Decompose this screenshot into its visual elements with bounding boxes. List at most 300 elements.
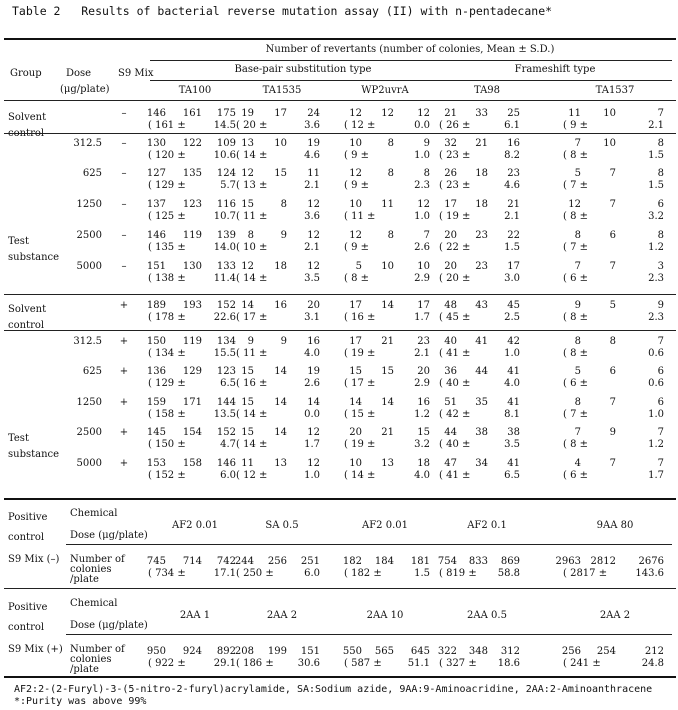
cell-plate-1: 19 bbox=[241, 108, 254, 119]
cell-mean: ( 42 ± bbox=[439, 409, 471, 420]
count-label: colonies bbox=[70, 654, 112, 665]
cell-plate-1: 950 bbox=[146, 646, 166, 657]
cell-sd: 2.1 bbox=[648, 120, 664, 131]
cell-plate-2: 21 bbox=[381, 336, 394, 347]
cell-plate-2: 10 bbox=[603, 138, 616, 149]
row-dose: 625 bbox=[82, 168, 102, 179]
cell-mean: ( 23 ± bbox=[439, 150, 471, 161]
cell-mean: ( 16 ± bbox=[344, 312, 376, 323]
cell-plate-1: 322 bbox=[437, 646, 457, 657]
cell-plate-3: 9 bbox=[423, 138, 430, 149]
cell-plate-2: 21 bbox=[475, 138, 488, 149]
cell-plate-3: 20 bbox=[417, 366, 430, 377]
cell-plate-3: 869 bbox=[500, 556, 520, 567]
positive-chemical: AF2 0.01 bbox=[362, 520, 408, 531]
cell-plate-2: 18 bbox=[475, 168, 488, 179]
cell-plate-1: 26 bbox=[444, 168, 457, 179]
cell-sd: 1.7 bbox=[648, 470, 664, 481]
cell-plate-1: 20 bbox=[349, 427, 362, 438]
cell-plate-2: 5 bbox=[609, 300, 616, 311]
cell-plate-2: 161 bbox=[182, 108, 202, 119]
cell-plate-2: 9 bbox=[609, 427, 616, 438]
cell-sd: 3.6 bbox=[304, 120, 320, 131]
cell-plate-2: 41 bbox=[475, 336, 488, 347]
row-s9-mix: – bbox=[121, 168, 127, 179]
cell-plate-3: 2676 bbox=[638, 556, 664, 567]
row-s9-mix: + bbox=[119, 427, 129, 438]
cell-plate-1: 12 bbox=[349, 230, 362, 241]
cell-mean: ( 150 ± bbox=[148, 439, 186, 450]
row-s9-mix: + bbox=[119, 397, 129, 408]
positive-chemical: 9AA 80 bbox=[596, 520, 634, 531]
cell-mean: ( 8 ± bbox=[344, 273, 369, 284]
cell-plate-3: 45 bbox=[507, 300, 520, 311]
cell-mean: ( 41 ± bbox=[439, 348, 471, 359]
row-group-label: Solvent bbox=[8, 304, 47, 315]
cell-plate-2: 14 bbox=[274, 427, 287, 438]
cell-sd: 1.2 bbox=[414, 409, 430, 420]
cell-plate-1: 244 bbox=[234, 556, 254, 567]
cell-sd: 4.0 bbox=[504, 378, 520, 389]
row-dose: 5000 bbox=[76, 261, 102, 272]
cell-plate-2: 35 bbox=[475, 397, 488, 408]
cell-plate-3: 6 bbox=[657, 397, 664, 408]
cell-plate-3: 124 bbox=[216, 168, 236, 179]
cell-plate-2: 18 bbox=[475, 199, 488, 210]
row-s9-mix: – bbox=[121, 108, 127, 119]
chemical-label: Chemical bbox=[70, 598, 118, 609]
cell-mean: ( 22 ± bbox=[439, 242, 471, 253]
cell-sd: 14.0 bbox=[213, 242, 236, 253]
header-base-pair-type: Base-pair substitution type bbox=[234, 64, 372, 75]
dose-label: Dose (μg/plate) bbox=[70, 620, 148, 631]
cell-plate-1: 32 bbox=[444, 138, 457, 149]
cell-plate-2: 2812 bbox=[590, 556, 616, 567]
cell-plate-2: 8 bbox=[387, 138, 394, 149]
cell-mean: ( 7 ± bbox=[563, 180, 588, 191]
cell-plate-2: 14 bbox=[381, 300, 394, 311]
cell-plate-1: 15 bbox=[349, 366, 362, 377]
cell-plate-3: 12 bbox=[307, 427, 320, 438]
cell-plate-1: 7 bbox=[574, 261, 581, 272]
cell-sd: 1.5 bbox=[648, 180, 664, 191]
cell-sd: 14.5 bbox=[213, 120, 236, 131]
cell-mean: ( 40 ± bbox=[439, 378, 471, 389]
cell-plate-3: 7 bbox=[657, 427, 664, 438]
cell-plate-3: 41 bbox=[507, 458, 520, 469]
cell-mean: ( 327 ± bbox=[439, 658, 477, 669]
cell-plate-3: 25 bbox=[507, 108, 520, 119]
cell-plate-1: 182 bbox=[342, 556, 362, 567]
cell-plate-1: 12 bbox=[349, 168, 362, 179]
cell-mean: ( 186 ± bbox=[236, 658, 274, 669]
cell-mean: ( 13 ± bbox=[236, 180, 268, 191]
cell-plate-3: 312 bbox=[500, 646, 520, 657]
positive-label: control bbox=[8, 622, 45, 633]
cell-plate-3: 12 bbox=[307, 458, 320, 469]
cell-plate-3: 16 bbox=[307, 336, 320, 347]
cell-plate-1: 150 bbox=[146, 336, 166, 347]
cell-sd: 3.1 bbox=[304, 312, 320, 323]
cell-plate-1: 137 bbox=[146, 199, 166, 210]
cell-plate-3: 212 bbox=[644, 646, 664, 657]
cell-plate-3: 11 bbox=[307, 168, 320, 179]
cell-plate-2: 129 bbox=[182, 366, 202, 377]
footnote-purity: *:Purity was above 99% bbox=[14, 696, 147, 707]
cell-sd: 6.1 bbox=[504, 120, 520, 131]
row-group-label: substance bbox=[8, 449, 60, 460]
cell-plate-1: 2963 bbox=[555, 556, 581, 567]
cell-sd: 8.1 bbox=[504, 409, 520, 420]
cell-plate-2: 123 bbox=[182, 199, 202, 210]
cell-plate-1: 754 bbox=[437, 556, 457, 567]
cell-plate-2: 199 bbox=[267, 646, 287, 657]
cell-plate-2: 16 bbox=[274, 300, 287, 311]
cell-mean: ( 8 ± bbox=[563, 150, 588, 161]
cell-sd: 2.6 bbox=[414, 242, 430, 253]
positive-chemical: 2AA 2 bbox=[599, 610, 631, 621]
cell-sd: 29.1 bbox=[213, 658, 236, 669]
cell-plate-1: 17 bbox=[444, 199, 457, 210]
positive-separator bbox=[4, 588, 676, 589]
cell-plate-3: 17 bbox=[507, 261, 520, 272]
positive-label: Positive bbox=[8, 602, 48, 613]
cell-mean: ( 734 ± bbox=[148, 568, 186, 579]
cell-sd: 0.0 bbox=[304, 409, 320, 420]
cell-mean: ( 129 ± bbox=[148, 378, 186, 389]
cell-plate-3: 7 bbox=[657, 458, 664, 469]
cell-plate-2: 7 bbox=[609, 397, 616, 408]
cell-sd: 1.5 bbox=[648, 150, 664, 161]
cell-mean: ( 14 ± bbox=[236, 439, 268, 450]
cell-mean: ( 819 ± bbox=[439, 568, 477, 579]
cell-plate-2: 17 bbox=[274, 108, 287, 119]
cell-plate-3: 7 bbox=[657, 336, 664, 347]
cell-sd: 24.8 bbox=[641, 658, 664, 669]
cell-plate-2: 23 bbox=[475, 261, 488, 272]
cell-plate-1: 189 bbox=[146, 300, 166, 311]
cell-plate-2: 14 bbox=[274, 397, 287, 408]
cell-plate-3: 15 bbox=[417, 427, 430, 438]
cell-plate-3: 151 bbox=[300, 646, 320, 657]
cell-sd: 1.2 bbox=[648, 439, 664, 450]
count-label: /plate bbox=[70, 664, 99, 675]
cell-plate-3: 12 bbox=[307, 261, 320, 272]
row-group-label: Test bbox=[8, 236, 29, 247]
cell-plate-1: 20 bbox=[444, 261, 457, 272]
cell-plate-2: 256 bbox=[267, 556, 287, 567]
cell-mean: ( 7 ± bbox=[563, 409, 588, 420]
cell-plate-1: 11 bbox=[241, 458, 254, 469]
cell-plate-2: 6 bbox=[609, 230, 616, 241]
cell-plate-3: 8 bbox=[657, 230, 664, 241]
count-label: Number of bbox=[70, 644, 125, 655]
cell-plate-2: 135 bbox=[182, 168, 202, 179]
cell-plate-1: 9 bbox=[574, 300, 581, 311]
cell-plate-3: 14 bbox=[307, 397, 320, 408]
row-group-label: substance bbox=[8, 252, 60, 263]
positive-chemical: SA 0.5 bbox=[265, 520, 299, 531]
cell-mean: ( 125 ± bbox=[148, 211, 186, 222]
cell-plate-3: 41 bbox=[507, 366, 520, 377]
cell-sd: 5.7 bbox=[220, 180, 236, 191]
cell-mean: ( 152 ± bbox=[148, 470, 186, 481]
cell-plate-3: 251 bbox=[300, 556, 320, 567]
cell-plate-3: 21 bbox=[507, 199, 520, 210]
cell-mean: ( 8 ± bbox=[563, 348, 588, 359]
cell-sd: 0.6 bbox=[648, 378, 664, 389]
row-dose: 1250 bbox=[76, 199, 102, 210]
cell-plate-2: 9 bbox=[280, 230, 287, 241]
header-revertants: Number of revertants (number of colonies, Mean ± S.D.) bbox=[265, 44, 555, 55]
cell-sd: 4.7 bbox=[220, 439, 236, 450]
cell-plate-3: 23 bbox=[507, 168, 520, 179]
cell-sd: 4.0 bbox=[414, 470, 430, 481]
cell-sd: 15.5 bbox=[213, 348, 236, 359]
positive-chemical: AF2 0.01 bbox=[172, 520, 218, 531]
header-strain-wp2uvra: WP2uvrA bbox=[361, 85, 409, 96]
cell-plate-1: 130 bbox=[146, 138, 166, 149]
header-strain-ta100: TA100 bbox=[178, 85, 212, 96]
row-s9-mix: – bbox=[121, 230, 127, 241]
cell-mean: ( 17 ± bbox=[344, 378, 376, 389]
cell-plate-1: 4 bbox=[574, 458, 581, 469]
header-s9-mix: S9 Mix bbox=[118, 68, 154, 79]
cell-plate-3: 41 bbox=[507, 397, 520, 408]
cell-plate-2: 7 bbox=[609, 261, 616, 272]
solvent-plus-rule bbox=[4, 330, 676, 331]
positive-label: Positive bbox=[8, 512, 48, 523]
cell-plate-3: 18 bbox=[417, 458, 430, 469]
positive-s9-label: S9 Mix (–) bbox=[8, 554, 60, 565]
cell-plate-2: 13 bbox=[274, 458, 287, 469]
cell-plate-2: 8 bbox=[387, 230, 394, 241]
cell-mean: ( 26 ± bbox=[439, 120, 471, 131]
cell-sd: 22.6 bbox=[213, 312, 236, 323]
cell-plate-3: 22 bbox=[507, 230, 520, 241]
cell-plate-3: 16 bbox=[417, 397, 430, 408]
cell-mean: ( 45 ± bbox=[439, 312, 471, 323]
cell-mean: ( 40 ± bbox=[439, 439, 471, 450]
cell-mean: ( 8 ± bbox=[563, 211, 588, 222]
cell-mean: ( 20 ± bbox=[439, 273, 471, 284]
chemical-underline bbox=[66, 634, 672, 635]
table-title: Table 2 Results of bacterial reverse mutation assay (II) with n-pentadecane* bbox=[12, 4, 553, 18]
cell-plate-1: 8 bbox=[574, 336, 581, 347]
cell-plate-3: 19 bbox=[307, 138, 320, 149]
cell-sd: 2.9 bbox=[414, 273, 430, 284]
cell-plate-3: 12 bbox=[307, 230, 320, 241]
cell-sd: 4.0 bbox=[304, 348, 320, 359]
cell-mean: ( 241 ± bbox=[563, 658, 601, 669]
cell-plate-1: 8 bbox=[574, 397, 581, 408]
cell-mean: ( 11 ± bbox=[236, 348, 268, 359]
cell-plate-2: 21 bbox=[381, 427, 394, 438]
cell-mean: ( 587 ± bbox=[344, 658, 382, 669]
cell-sd: 3.2 bbox=[414, 439, 430, 450]
cell-mean: ( 17 ± bbox=[236, 312, 268, 323]
cell-plate-1: 47 bbox=[444, 458, 457, 469]
row-s9-mix: + bbox=[119, 458, 129, 469]
cell-plate-2: 10 bbox=[603, 108, 616, 119]
cell-plate-2: 184 bbox=[374, 556, 394, 567]
cell-plate-1: 36 bbox=[444, 366, 457, 377]
cell-mean: ( 19 ± bbox=[344, 439, 376, 450]
cell-plate-3: 116 bbox=[216, 199, 236, 210]
cell-sd: 1.0 bbox=[648, 409, 664, 420]
row-s9-mix: + bbox=[119, 336, 129, 347]
cell-mean: ( 12 ± bbox=[344, 120, 376, 131]
cell-mean: ( 23 ± bbox=[439, 180, 471, 191]
cell-mean: ( 41 ± bbox=[439, 470, 471, 481]
cell-plate-1: 8 bbox=[574, 230, 581, 241]
cell-plate-3: 12 bbox=[417, 108, 430, 119]
cell-sd: 1.5 bbox=[504, 242, 520, 253]
cell-mean: ( 11 ± bbox=[236, 211, 268, 222]
cell-plate-2: 11 bbox=[381, 199, 394, 210]
cell-sd: 6.0 bbox=[304, 568, 320, 579]
cell-plate-3: 20 bbox=[307, 300, 320, 311]
cell-plate-1: 51 bbox=[444, 397, 457, 408]
header-strain-ta1535: TA1535 bbox=[262, 85, 302, 96]
cell-plate-3: 175 bbox=[216, 108, 236, 119]
cell-plate-2: 43 bbox=[475, 300, 488, 311]
positive-chemical: AF2 0.1 bbox=[467, 520, 507, 531]
cell-mean: ( 182 ± bbox=[344, 568, 382, 579]
cell-sd: 0.0 bbox=[414, 120, 430, 131]
cell-plate-3: 8 bbox=[657, 138, 664, 149]
positive-chemical: 2AA 2 bbox=[266, 610, 298, 621]
cell-mean: ( 11 ± bbox=[344, 211, 376, 222]
cell-sd: 1.7 bbox=[414, 312, 430, 323]
cell-sd: 10.6 bbox=[213, 150, 236, 161]
data-bottom-rule bbox=[4, 498, 676, 500]
cell-plate-1: 127 bbox=[146, 168, 166, 179]
cell-plate-1: 15 bbox=[241, 427, 254, 438]
cell-plate-2: 833 bbox=[468, 556, 488, 567]
cell-plate-2: 154 bbox=[182, 427, 202, 438]
cell-plate-3: 645 bbox=[410, 646, 430, 657]
cell-plate-1: 10 bbox=[349, 199, 362, 210]
cell-sd: 4.6 bbox=[304, 150, 320, 161]
cell-plate-1: 256 bbox=[561, 646, 581, 657]
cell-plate-2: 8 bbox=[609, 336, 616, 347]
cell-mean: ( 8 ± bbox=[563, 439, 588, 450]
cell-plate-2: 119 bbox=[182, 336, 202, 347]
cell-sd: 3.6 bbox=[304, 211, 320, 222]
footnote-abbreviations: AF2:2-(2-Furyl)-3-(5-nitro-2-furyl)acrylamide, SA:Sodium azide, 9AA:9-Aminoacridine, 2AA:2-Aminoanthracene bbox=[14, 684, 653, 695]
cell-plate-3: 146 bbox=[216, 458, 236, 469]
cell-plate-1: 10 bbox=[349, 458, 362, 469]
cell-plate-2: 6 bbox=[609, 366, 616, 377]
cell-plate-3: 742 bbox=[216, 556, 236, 567]
positive-label: control bbox=[8, 532, 45, 543]
cell-plate-2: 158 bbox=[182, 458, 202, 469]
cell-sd: 2.1 bbox=[504, 211, 520, 222]
cell-mean: ( 15 ± bbox=[344, 409, 376, 420]
cell-sd: 2.5 bbox=[504, 312, 520, 323]
row-dose: 1250 bbox=[76, 397, 102, 408]
cell-plate-3: 7 bbox=[423, 230, 430, 241]
header-bottom-rule bbox=[4, 100, 676, 101]
cell-plate-1: 20 bbox=[444, 230, 457, 241]
cell-sd: 2.1 bbox=[414, 348, 430, 359]
cell-plate-1: 11 bbox=[568, 108, 581, 119]
cell-plate-3: 134 bbox=[216, 336, 236, 347]
cell-plate-1: 745 bbox=[146, 556, 166, 567]
cell-plate-3: 16 bbox=[507, 138, 520, 149]
cell-plate-1: 9 bbox=[247, 336, 254, 347]
count-label: colonies bbox=[70, 564, 112, 575]
cell-plate-2: 8 bbox=[387, 168, 394, 179]
cell-sd: 4.6 bbox=[504, 180, 520, 191]
cell-mean: ( 922 ± bbox=[148, 658, 186, 669]
cell-plate-3: 12 bbox=[417, 199, 430, 210]
cell-sd: 18.6 bbox=[497, 658, 520, 669]
test-minus-rule bbox=[4, 294, 676, 295]
cell-mean: ( 16 ± bbox=[236, 378, 268, 389]
cell-plate-2: 130 bbox=[182, 261, 202, 272]
cell-plate-3: 892 bbox=[216, 646, 236, 657]
cell-sd: 3.5 bbox=[304, 273, 320, 284]
chemical-label: Chemical bbox=[70, 508, 118, 519]
cell-sd: 3.5 bbox=[504, 439, 520, 450]
cell-plate-2: 7 bbox=[609, 199, 616, 210]
cell-plate-1: 8 bbox=[247, 230, 254, 241]
cell-sd: 2.3 bbox=[648, 312, 664, 323]
cell-plate-2: 924 bbox=[182, 646, 202, 657]
cell-plate-1: 145 bbox=[146, 427, 166, 438]
cell-plate-3: 42 bbox=[507, 336, 520, 347]
cell-plate-1: 153 bbox=[146, 458, 166, 469]
cell-plate-3: 17 bbox=[417, 300, 430, 311]
cell-plate-1: 17 bbox=[349, 300, 362, 311]
cell-mean: ( 7 ± bbox=[563, 242, 588, 253]
cell-mean: ( 20 ± bbox=[236, 120, 268, 131]
cell-plate-1: 14 bbox=[349, 397, 362, 408]
cell-plate-1: 159 bbox=[146, 397, 166, 408]
header-strain-ta1537: TA1537 bbox=[595, 85, 635, 96]
cell-mean: ( 161 ± bbox=[148, 120, 186, 131]
type-underline bbox=[150, 80, 672, 81]
cell-sd: 2.1 bbox=[304, 180, 320, 191]
cell-sd: 143.6 bbox=[635, 568, 664, 579]
row-s9-mix: – bbox=[121, 138, 127, 149]
cell-plate-2: 565 bbox=[374, 646, 394, 657]
cell-plate-1: 151 bbox=[146, 261, 166, 272]
cell-plate-3: 7 bbox=[657, 108, 664, 119]
cell-mean: ( 178 ± bbox=[148, 312, 186, 323]
cell-mean: ( 19 ± bbox=[344, 348, 376, 359]
cell-plate-2: 193 bbox=[182, 300, 202, 311]
cell-plate-2: 38 bbox=[475, 427, 488, 438]
cell-sd: 11.4 bbox=[213, 273, 236, 284]
header-frameshift-type: Frameshift type bbox=[514, 64, 596, 75]
cell-plate-2: 15 bbox=[381, 366, 394, 377]
cell-plate-1: 7 bbox=[574, 138, 581, 149]
cell-sd: 2.3 bbox=[648, 273, 664, 284]
cell-plate-1: 7 bbox=[574, 427, 581, 438]
cell-mean: ( 14 ± bbox=[236, 150, 268, 161]
cell-plate-3: 133 bbox=[216, 261, 236, 272]
cell-sd: 10.7 bbox=[213, 211, 236, 222]
cell-plate-1: 12 bbox=[241, 261, 254, 272]
cell-plate-3: 12 bbox=[307, 199, 320, 210]
cell-plate-2: 171 bbox=[182, 397, 202, 408]
cell-sd: 2.6 bbox=[304, 378, 320, 389]
cell-plate-2: 119 bbox=[182, 230, 202, 241]
dose-label: Dose (μg/plate) bbox=[70, 530, 148, 541]
